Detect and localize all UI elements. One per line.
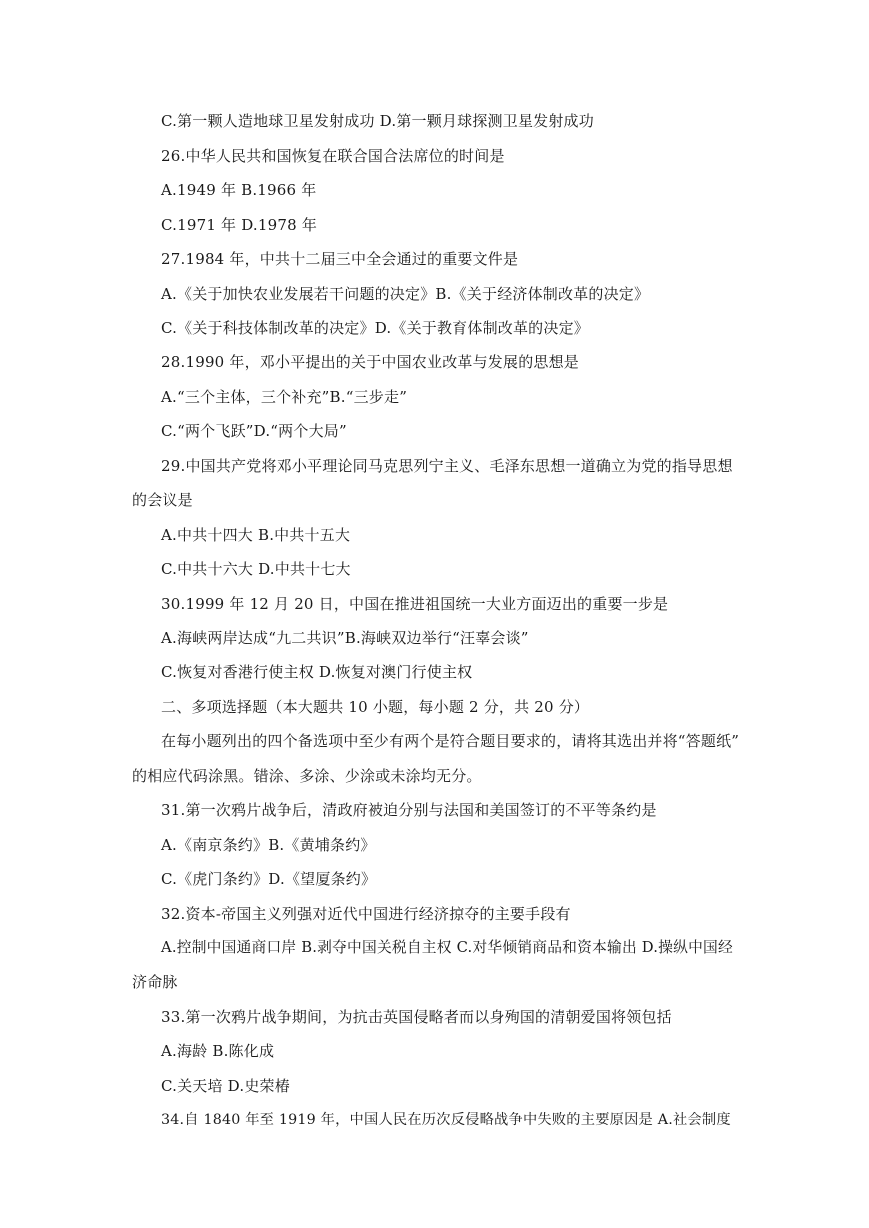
text-line: C.第一颗人造地球卫星发射成功 D.第一颗月球探测卫星发射成功 [161,112,594,130]
option-line: A.《南京条约》B.《黄埔条约》 [161,836,376,854]
option-line: A.海峡两岸达成“九二共识”B.海峡双边举行“汪辜会谈” [161,629,529,647]
option-line: C.1971 年 D.1978 年 [161,216,318,234]
question-31: 31.第一次鸦片战争后，清政府被迫分别与法国和美国签订的不平等条约是 [161,801,657,819]
option-line: C.关天培 D.史荣椿 [161,1077,290,1095]
question-29: 29.中国共产党将邓小平理论同马克思列宁主义、毛泽东思想一道确立为党的指导思想 [161,457,733,475]
question-32: 32.资本-帝国主义列强对近代中国进行经济掠夺的主要手段有 [161,905,571,923]
option-line: A.海龄 B.陈化成 [161,1042,275,1060]
question-30: 30.1999 年 12 月 20 日，中国在推进祖国统一大业方面迈出的重要一步是 [161,595,669,613]
option-line: A.控制中国通商口岸 B.剥夺中国关税自主权 C.对华倾销商品和资本输出 D.操纵中国经 [161,939,733,956]
option-line: A.中共十四大 B.中共十五大 [161,526,351,544]
option-line: A.《关于加快农业发展若干问题的决定》B.《关于经济体制改革的决定》 [161,285,650,303]
option-line: C.中共十六大 D.中共十七大 [161,560,351,578]
section-instructions: 在每小题列出的四个备选项中至少有两个是符合题目要求的，请将其选出并将“答题纸” [161,732,740,750]
question-34: 34.自 1840 年至 1919 年，中国人民在历次反侵略战争中失败的主要原因是 A.社会制度 [161,1112,731,1128]
option-line: A.“三个主体，三个补充”B.“三步走” [161,388,408,406]
option-line: A.1949 年 B.1966 年 [161,181,317,199]
question-26: 26.中华人民共和国恢复在联合国合法席位的时间是 [161,147,505,165]
section-heading: 二、多项选择题（本大题共 10 小题，每小题 2 分，共 20 分） [161,698,590,716]
option-line-continued: 济命脉 [132,973,178,991]
option-line: C.恢复对香港行使主权 D.恢复对澳门行使主权 [161,663,473,681]
option-line: C.《关于科技体制改革的决定》D.《关于教育体制改革的决定》 [161,319,589,337]
question-29-continued: 的会议是 [132,491,193,509]
option-line: C.《虎门条约》D.《望厦条约》 [161,870,377,888]
question-33: 33.第一次鸦片战争期间，为抗击英国侵略者而以身殉国的清朝爱国将领包括 [161,1008,672,1026]
section-instructions-continued: 的相应代码涂黑。错涂、多涂、少涂或未涂均无分。 [132,767,482,785]
question-28: 28.1990 年，邓小平提出的关于中国农业改革与发展的思想是 [161,353,579,371]
question-27: 27.1984 年，中共十二届三中全会通过的重要文件是 [161,250,519,268]
option-line: C.“两个飞跃”D.“两个大局” [161,422,347,440]
